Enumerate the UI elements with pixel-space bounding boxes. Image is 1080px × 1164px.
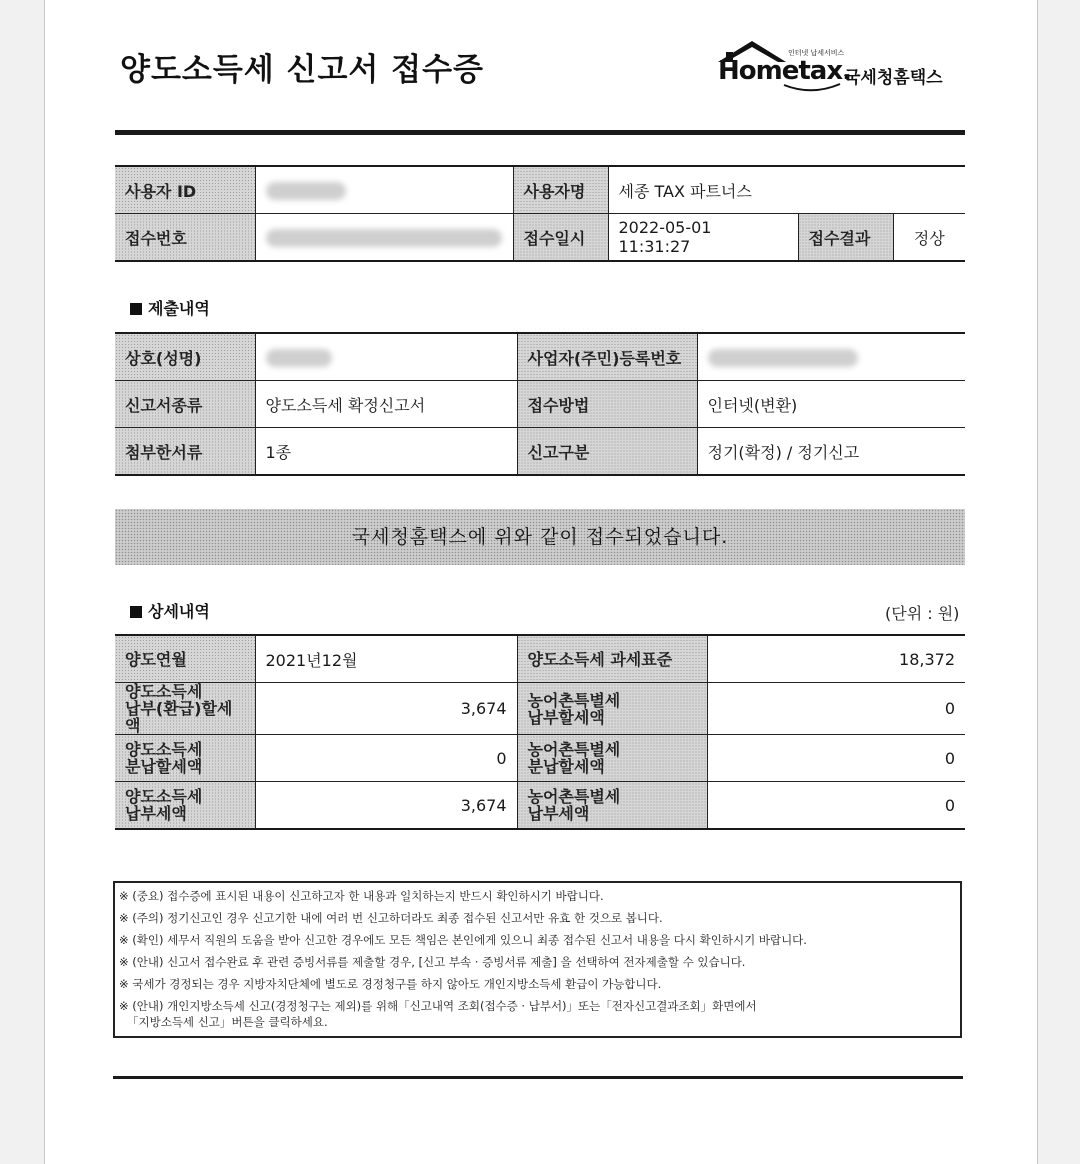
redacted-block [266, 349, 332, 367]
receipt-no-value [255, 214, 513, 262]
detail-label: 양도연월 [115, 635, 255, 683]
method-value: 인터넷(변환) [697, 381, 965, 428]
notice-line: ※ (중요) 접수증에 표시된 내용이 신고하고자 한 내용과 일치하는지 반드시 확인하시기 바랍니다. [119, 889, 604, 903]
detail-value: 0 [707, 735, 965, 782]
detail-label: 양도소득세 분납할세액 [115, 735, 255, 782]
detail-value: 3,674 [255, 782, 517, 830]
reg-no-value [697, 333, 965, 381]
receipt-time-value: 2022-05-01 11:31:27 [608, 214, 798, 262]
notice-line: ※ 국세가 경정되는 경우 지방자치단체에 별도로 경정청구를 하지 않아도 개인지방소득세 환급이 가능합니다. [119, 977, 662, 991]
notice-line: 「지방소득세 신고」버튼을 클릭하세요. [127, 1015, 328, 1029]
form-type-label: 신고서종류 [115, 381, 255, 428]
table-row [115, 782, 965, 830]
detail-value: 0 [707, 782, 965, 830]
table-row [115, 735, 965, 782]
logo-swoosh-icon [782, 82, 842, 94]
square-bullet-icon [130, 303, 142, 315]
detail-value: 3,674 [255, 683, 517, 735]
detail-label: 농어촌특별세 납부할세액 [517, 683, 707, 735]
redacted-block [266, 182, 346, 200]
notice-line: ※ (안내) 신고서 접수완료 후 관련 증빙서류를 제출할 경우, [신고 부속 · 증빙서류 제출] 을 선택하여 전자제출할 수 있습니다. [119, 955, 746, 969]
receipt-time-label: 접수일시 [513, 214, 608, 262]
notice-box [113, 881, 962, 1038]
receipt-no-label: 접수번호 [115, 214, 255, 262]
bottom-divider [113, 1076, 963, 1079]
table-row [115, 635, 965, 683]
submission-table [115, 332, 965, 476]
top-divider [115, 130, 965, 135]
table-row [115, 683, 965, 735]
details-section-title: 상세내역 [130, 599, 210, 622]
detail-label: 농어촌특별세 납부세액 [517, 782, 707, 830]
company-value [255, 333, 517, 381]
user-id-label: 사용자 ID [115, 166, 255, 214]
attach-label: 첨부한서류 [115, 428, 255, 476]
logo-korean-name: 국세청홈택스 [844, 68, 943, 88]
table-row [115, 166, 965, 214]
notice-line: ※ (안내) 개인지방소득세 신고(경정청구는 제외)를 위해「신고내역 조회(접수증 · 납부서)」또는「전자신고결과조회」화면에서 [119, 999, 757, 1013]
table-row [115, 214, 965, 262]
logo-brand: Hometax. [718, 56, 851, 86]
table-row [115, 428, 965, 476]
receipt-confirmation-banner: 국세청홈택스에 위와 같이 접수되었습니다. [115, 509, 965, 565]
receipt-header-table [115, 165, 965, 262]
hometax-logo [712, 38, 952, 98]
detail-value: 2021년12월 [255, 635, 517, 683]
redacted-block [708, 349, 858, 367]
attach-value: 1종 [255, 428, 517, 476]
user-name-value: 세종 TAX 파트너스 [608, 166, 965, 214]
detail-value: 0 [707, 683, 965, 735]
detail-value: 0 [255, 735, 517, 782]
table-row [115, 381, 965, 428]
receipt-result-label: 접수결과 [798, 214, 893, 262]
receipt-result-value: 정상 [893, 214, 965, 262]
square-bullet-icon [130, 606, 142, 618]
detail-value: 18,372 [707, 635, 965, 683]
form-type-value: 양도소득세 확정신고서 [255, 381, 517, 428]
notice-line: ※ (확인) 세무서 직원의 도움을 받아 신고한 경우에도 모든 책임은 본인에게 있으니 최종 접수된 신고서 내용을 다시 확인하시기 바랍니다. [119, 933, 807, 947]
detail-label: 양도소득세 납부(환급)할세액 [115, 683, 255, 735]
detail-label: 농어촌특별세 분납할세액 [517, 735, 707, 782]
company-label: 상호(성명) [115, 333, 255, 381]
category-label: 신고구분 [517, 428, 697, 476]
table-row [115, 333, 965, 381]
unit-label: (단위 : 원) [885, 604, 960, 623]
user-name-label: 사용자명 [513, 166, 608, 214]
user-id-value [255, 166, 513, 214]
detail-label: 양도소득세 납부세액 [115, 782, 255, 830]
document-title: 양도소득세 신고서 접수증 [120, 52, 484, 88]
method-label: 접수방법 [517, 381, 697, 428]
submission-section-title: 제출내역 [130, 296, 210, 319]
reg-no-label: 사업자(주민)등록번호 [517, 333, 697, 381]
category-value: 정기(확정) / 정기신고 [697, 428, 965, 476]
redacted-block [266, 229, 502, 247]
details-table [115, 634, 965, 830]
detail-label: 양도소득세 과세표준 [517, 635, 707, 683]
logo-small-text: 인터넷 납세서비스 [788, 49, 845, 57]
notice-line: ※ (주의) 정기신고인 경우 신고기한 내에 여러 번 신고하더라도 최종 접수된 신고서만 유효 한 것으로 봅니다. [119, 911, 663, 925]
